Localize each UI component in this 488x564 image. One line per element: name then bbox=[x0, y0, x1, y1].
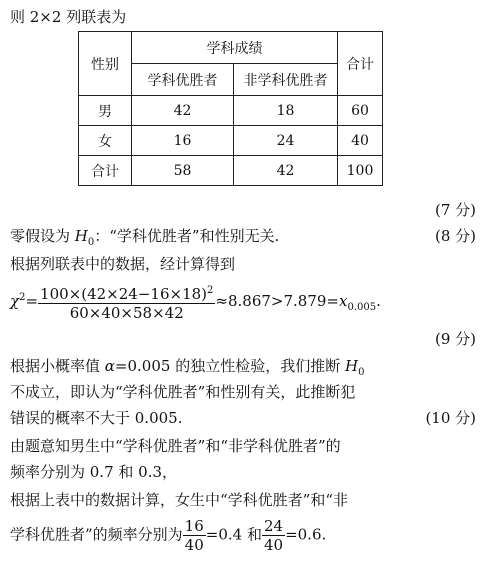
h-subscript: 0 bbox=[87, 237, 95, 248]
intro-text: 则 2×2 列联表为 bbox=[10, 8, 127, 26]
cell-excellent: 16 bbox=[132, 126, 234, 156]
row-label: 合计 bbox=[79, 156, 132, 186]
cell-non-excellent: 24 bbox=[234, 126, 338, 156]
alpha-symbol: α bbox=[104, 357, 115, 375]
header-excellent: 学科优胜者 bbox=[132, 64, 234, 96]
formula-end: . bbox=[376, 292, 381, 310]
cell-total: 100 bbox=[338, 156, 383, 186]
cell-excellent: 58 bbox=[132, 156, 234, 186]
paragraph-line-3: 错误的概率不大于 0.005. bbox=[10, 409, 183, 427]
hypothesis-prefix: 零假设为 bbox=[10, 227, 75, 245]
h-subscript: 0 bbox=[358, 367, 365, 378]
fraction-24-40: $\frac{24}{40}$ bbox=[263, 517, 284, 554]
chi-denominator: 60×40×58×42 bbox=[69, 304, 184, 322]
table-row bbox=[79, 96, 383, 126]
h-symbol: H bbox=[74, 227, 88, 245]
x-subscript: 0.005 bbox=[347, 302, 377, 313]
row-label: 男 bbox=[79, 96, 132, 126]
paragraph-line-1: 根据小概率值 α=0.005 的独立性检验，我们推断 $H_0$ bbox=[10, 357, 365, 378]
x-symbol: x bbox=[338, 292, 348, 310]
header-total: 合计 bbox=[338, 32, 383, 96]
cell-non-excellent: 42 bbox=[234, 156, 338, 186]
header-gender: 性别 bbox=[79, 32, 132, 96]
fraction-16-40: $\frac{16}{40}$ bbox=[184, 517, 204, 554]
hypothesis-line bbox=[10, 226, 279, 253]
score-9: (9 分) bbox=[434, 330, 476, 348]
cell-excellent: 42 bbox=[132, 96, 234, 126]
row-label: 女 bbox=[79, 126, 132, 156]
header-non-excellent: 非学科优胜者 bbox=[234, 64, 338, 96]
hypothesis-rest: ：“学科优胜者”和性别无关. bbox=[94, 227, 280, 245]
h-symbol: H bbox=[344, 357, 359, 375]
table-row bbox=[79, 126, 383, 156]
chi-square-formula bbox=[10, 282, 381, 322]
paragraph-line-6: 根据上表中的数据计算，女生中“学科优胜者”和“非 bbox=[10, 491, 349, 509]
paragraph-line-7: 学科优胜者”的频率分别为 $\frac{16}{40}$ =0.4 和 $\frac{24}{40}$ =0.6. bbox=[10, 517, 327, 554]
cell-non-excellent: 18 bbox=[234, 96, 338, 126]
chi-numerator: $100\times(42\times 24-16\times 18)^2$ bbox=[38, 282, 215, 304]
chi-comparison: ≈8.867>7.879= bbox=[215, 292, 339, 310]
equals-sign: = bbox=[25, 292, 39, 310]
calc-intro: 根据列联表中的数据，经计算得到 bbox=[10, 255, 236, 273]
score-8: (8 分) bbox=[434, 227, 476, 245]
paragraph-line-5: 频率分别为 0.7 和 0.3， bbox=[10, 463, 178, 481]
score-7: (7 分) bbox=[434, 201, 476, 219]
cell-total: 40 bbox=[338, 126, 383, 156]
table-row bbox=[79, 156, 383, 186]
score-10: (10 分) bbox=[425, 409, 476, 427]
contingency-table bbox=[78, 31, 383, 186]
header-score-group: 学科成绩 bbox=[132, 32, 338, 64]
paragraph-line-4: 由题意知男生中“学科优胜者”和“非学科优胜者”的 bbox=[10, 437, 341, 455]
paragraph-line-2: 不成立，即认为“学科优胜者”和性别有关，此推断犯 bbox=[10, 383, 356, 401]
cell-total: 60 bbox=[338, 96, 383, 126]
chi-fraction bbox=[38, 282, 215, 322]
chi-superscript: 2 bbox=[19, 292, 26, 303]
chi-symbol: χ bbox=[10, 292, 20, 310]
